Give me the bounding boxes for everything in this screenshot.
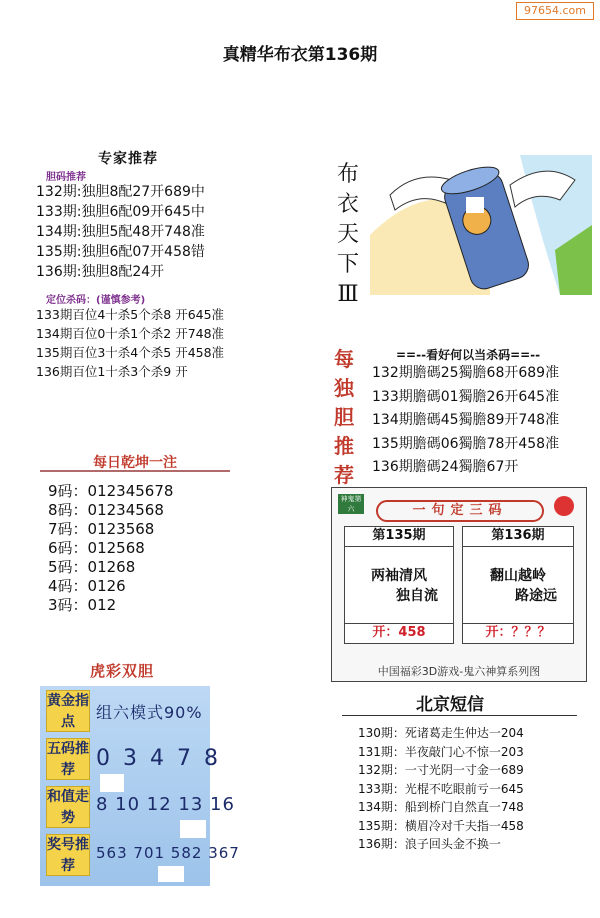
list-item: 133期：光棍不吃眼前亏一645	[358, 781, 524, 796]
period-cell	[344, 526, 454, 644]
site-watermark: 97654.com	[516, 2, 594, 20]
beijing-title: 北京短信	[416, 695, 484, 715]
expert-tag-kill: 定位杀码：(谨慎参考)	[46, 295, 146, 306]
row-label: 和值走势	[46, 786, 90, 828]
cell-line: 独自流	[396, 588, 438, 604]
divider	[342, 715, 577, 716]
list-item: 136期:独胆8配24开	[36, 264, 165, 280]
list-item: 135期百位3十杀4个杀5 开458准	[36, 345, 225, 360]
expert-list	[36, 182, 205, 282]
cell-head: 第136期	[463, 527, 573, 547]
list-item: 134期百位0十杀1个杀2 开748准	[36, 326, 225, 341]
cartoon-title: 布衣天下Ⅲ	[336, 162, 359, 307]
row-value: 8 10 12 13 16	[96, 794, 235, 815]
mask-patch	[180, 820, 206, 838]
beijing-list	[358, 724, 524, 854]
list-item: 135期:独胆6配07开458错	[36, 244, 205, 260]
vertical-title: 每独胆推荐	[334, 347, 354, 487]
list-item: 133期:独胆6配09开645中	[36, 204, 205, 220]
expert-title: 专家推荐	[98, 151, 158, 167]
expert-tag-dan: 胆码推荐	[46, 172, 86, 183]
flying-cup-illustration	[370, 155, 592, 295]
list-item: 132期：一寸光阴一寸金一689	[358, 763, 524, 777]
list-item: 8码：01234568	[48, 501, 164, 519]
mask-patch	[100, 774, 124, 792]
row-value: 563 701 582 367	[96, 844, 240, 862]
list-item: 9码：012345678	[48, 482, 174, 500]
lottery-logo-icon	[554, 496, 574, 516]
weekly-title: ==--看好何以当杀码==--	[396, 348, 541, 362]
row-label: 五码推荐	[46, 738, 90, 780]
row-label: 奖号推荐	[46, 834, 90, 876]
list-item: 6码：012568	[48, 539, 145, 557]
weekly-list	[372, 362, 559, 480]
daily-title: 每日乾坤一注	[40, 452, 230, 472]
cell-open: 开：？？？	[463, 623, 573, 643]
cell-line: 路途远	[515, 588, 557, 604]
list-item: 136期膽碼24獨膽67开	[372, 459, 519, 475]
tiger-row	[40, 690, 210, 736]
daily-list	[48, 482, 173, 615]
list-item: 136期：浪子回头金不换一	[358, 837, 501, 851]
tiger-panel	[40, 686, 240, 886]
list-item: 130期：死诸葛走生仲达一204	[358, 726, 524, 740]
list-item: 132期膽碼25獨膽68开689准	[372, 365, 560, 381]
cell-line: 翻山越岭	[490, 568, 546, 584]
list-item: 132期:独胆8配27开689中	[36, 184, 205, 200]
list-item: 133期膽碼01獨膽26开645准	[372, 388, 560, 405]
mask-patch	[158, 866, 184, 882]
cell-line: 两袖清风	[371, 568, 427, 584]
list-item: 136期百位1十杀3个杀9 开	[36, 364, 188, 379]
card-title: 一句定三码	[376, 500, 544, 522]
list-item: 134期：船到桥门自然直一748	[358, 800, 524, 814]
list-item: 7码：0123568	[48, 520, 155, 538]
three-code-card	[331, 487, 587, 682]
badge: 神鬼第六	[338, 494, 364, 514]
row-label: 黄金指点	[46, 690, 90, 732]
list-item: 3码：012	[48, 596, 117, 614]
list-item: 134期:独胆5配48开748准	[36, 224, 205, 240]
list-item: 135期膽碼06獨膽78开458准	[372, 435, 560, 452]
tiger-row	[40, 834, 240, 880]
tiger-title: 虎彩双胆	[90, 662, 155, 680]
cell-head: 第135期	[345, 527, 453, 547]
row-value: 0 3 4 7 8	[96, 746, 221, 771]
list-item: 135期：横眉冷对千夫指一458	[358, 818, 524, 833]
tiger-row	[40, 738, 221, 784]
list-item: 134期膽碼45獨膽89开748准	[372, 412, 560, 428]
list-item: 131期：半夜敲门心不惊一203	[358, 744, 524, 759]
list-item: 5码：01268	[48, 558, 136, 576]
list-item: 133期百位4十杀5个杀8 开645准	[36, 307, 225, 322]
card-footer: 中国福彩3D游戏-鬼六神算系列图	[377, 665, 541, 678]
row-value: 组六模式90%	[96, 703, 203, 722]
page-title: 真精华布衣第136期	[222, 45, 378, 65]
kill-list	[36, 305, 224, 381]
list-item: 4码：0126	[48, 577, 126, 595]
period-cell	[462, 526, 574, 644]
cell-open: 开：458	[345, 623, 453, 643]
